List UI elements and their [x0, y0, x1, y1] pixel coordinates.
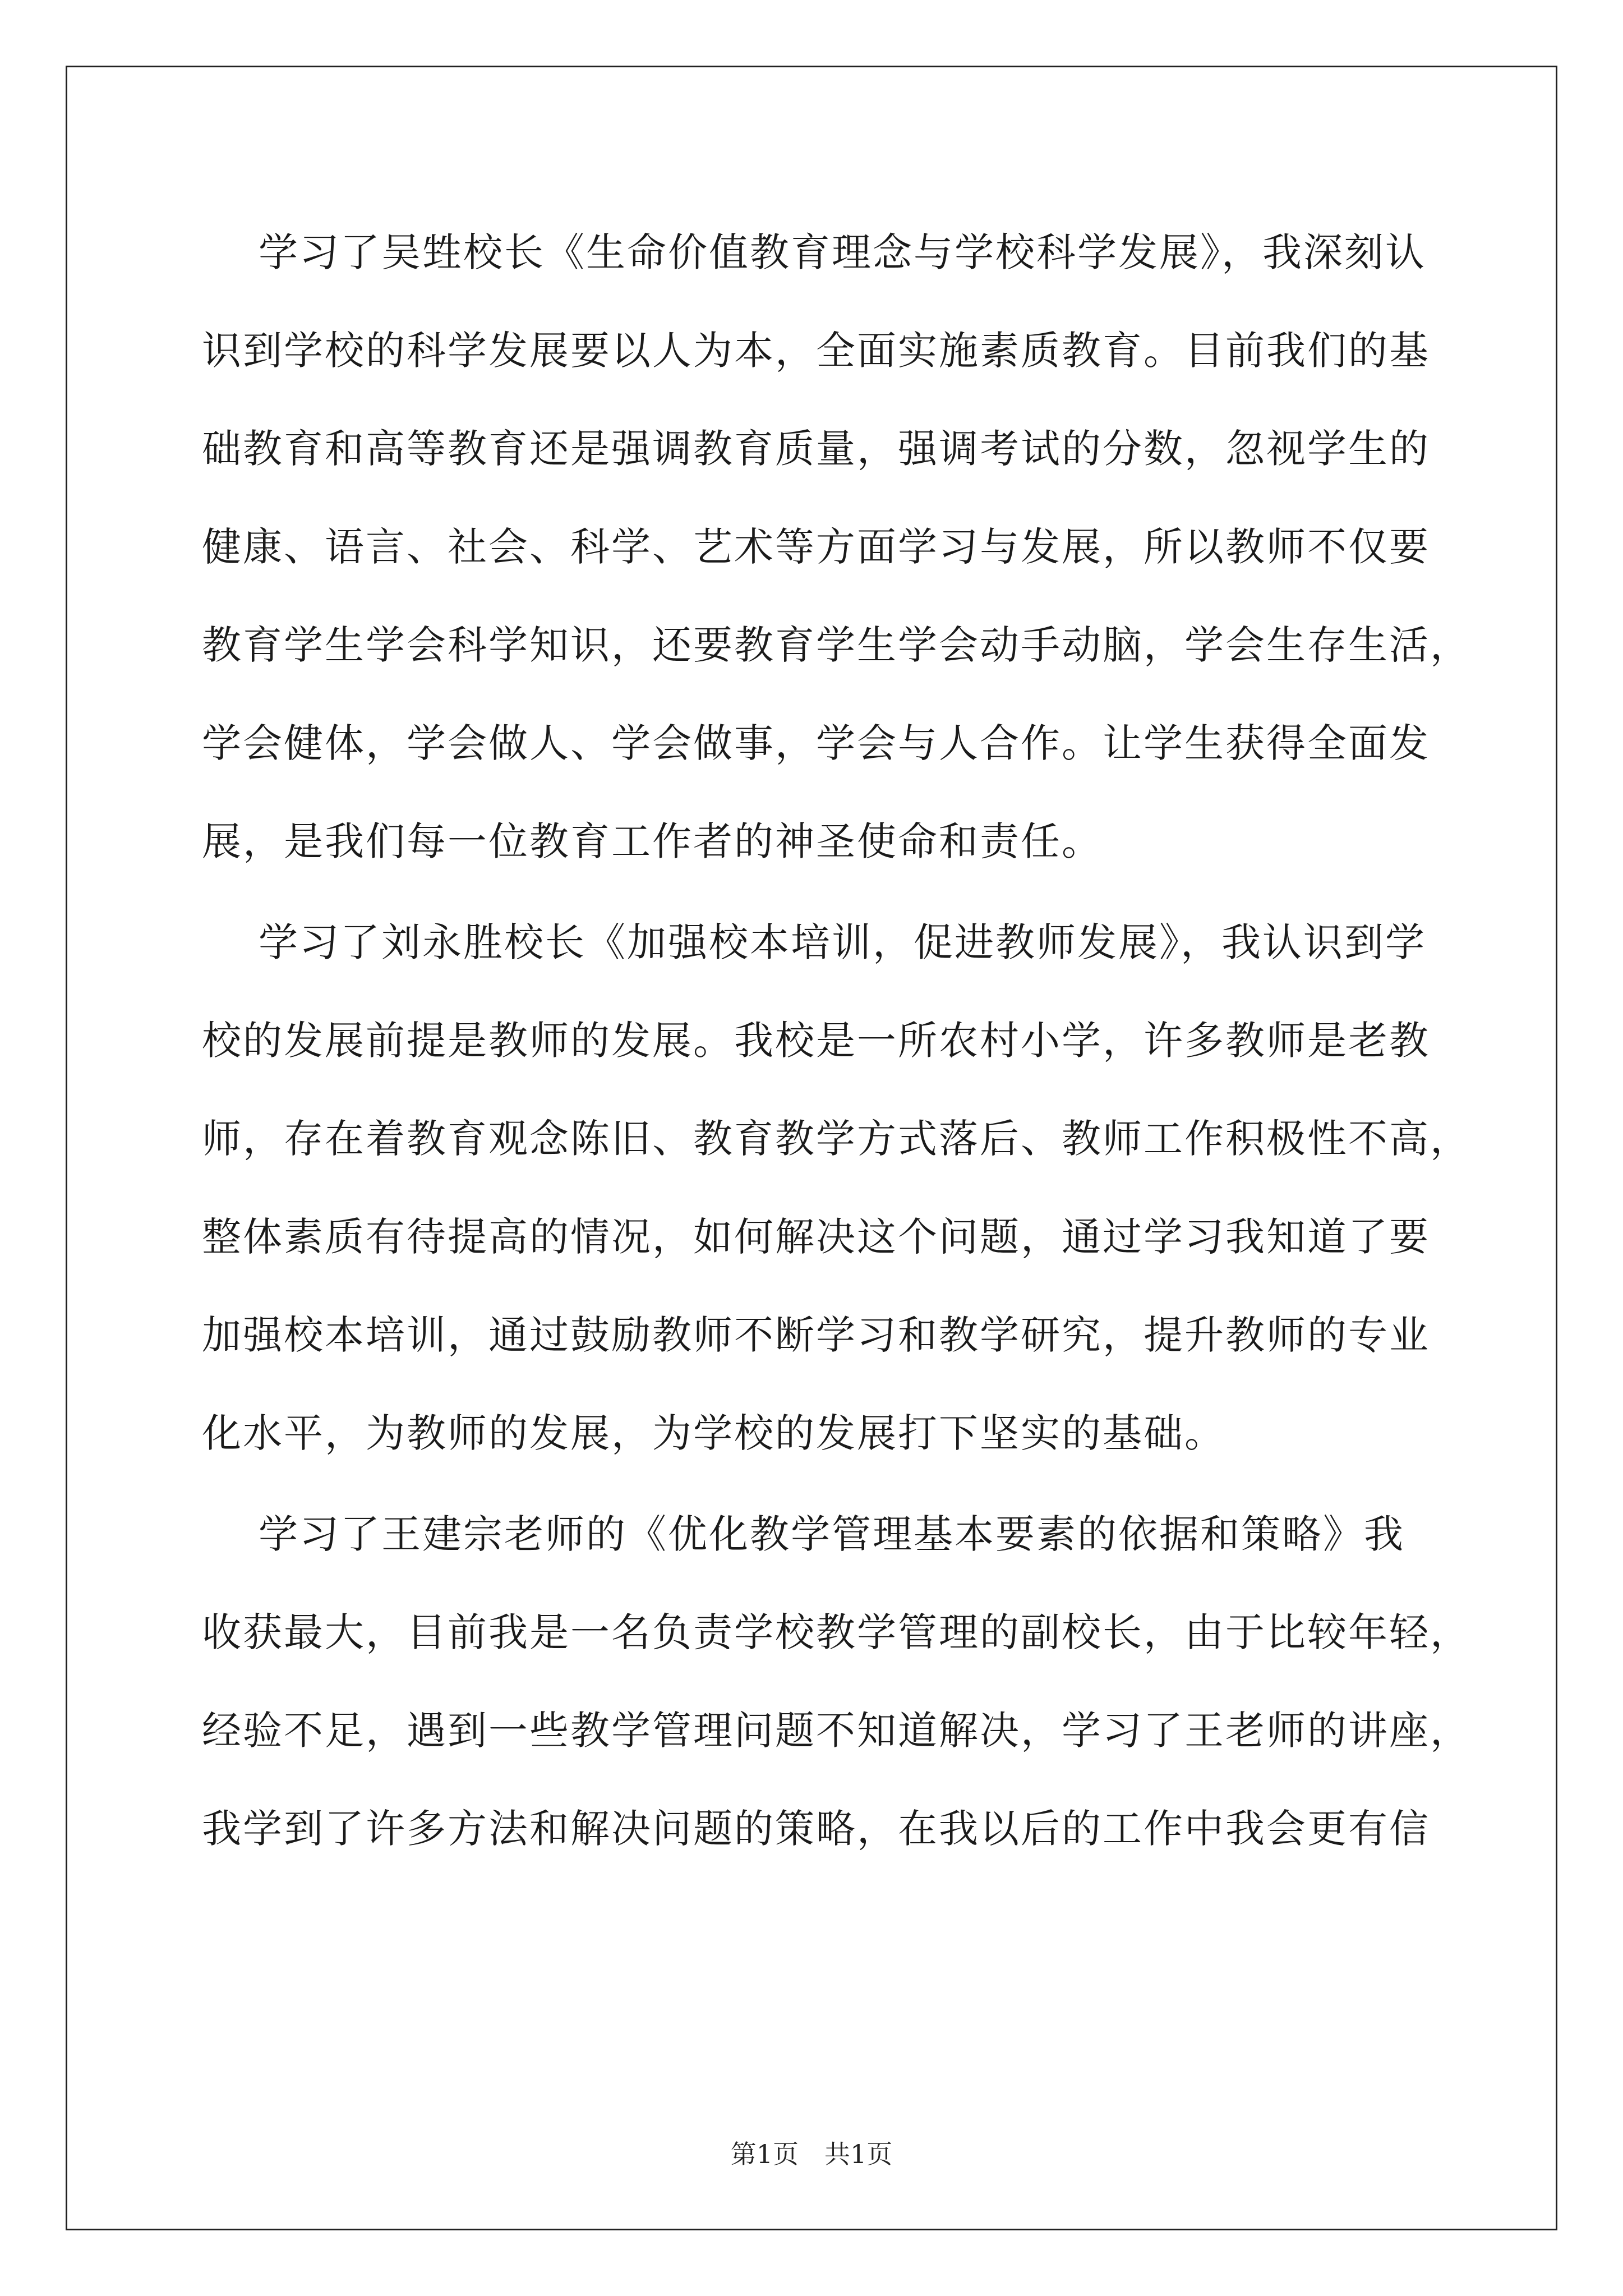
text-line: 我学到了许多方法和解决问题的策略，在我以后的工作中我会更有信	[202, 1806, 1430, 1852]
text-line: 学会健体，学会做人、学会做事，学会与人合作。让学生获得全面发	[202, 720, 1430, 766]
page-number: 第1页 共1页	[730, 2139, 893, 2169]
text-line: 础教育和高等教育还是强调教育质量，强调考试的分数，忽视学生的	[202, 426, 1430, 472]
text-line: 经验不足，遇到一些教学管理问题不知道解决，学习了王老师的讲座，	[202, 1708, 1471, 1754]
text-line: 整体素质有待提高的情况，如何解决这个问题，通过学习我知道了要	[202, 1214, 1430, 1260]
text-line: 学习了刘永胜校长《加强校本培训，促进教师发展》，我认识到学	[202, 919, 1427, 965]
text-line: 化水平，为教师的发展，为学校的发展打下坚实的基础。	[202, 1410, 1225, 1456]
text-line: 学习了吴甡校长《生命价值教育理念与学校科学发展》，我深刻认	[202, 229, 1427, 275]
text-line: 健康、语言、社会、科学、艺术等方面学习与发展，所以教师不仅要	[202, 524, 1430, 570]
text-line: 识到学校的科学发展要以人为本，全面实施素质教育。目前我们的基	[202, 328, 1430, 374]
text-line: 校的发展前提是教师的发展。我校是一所农村小学，许多教师是老教	[202, 1018, 1430, 1064]
text-line: 学习了王建宗老师的《优化教学管理基本要素的依据和策略》我	[202, 1511, 1405, 1557]
text-line: 展，是我们每一位教育工作者的神圣使命和责任。	[202, 818, 1103, 864]
text-line: 教育学生学会科学知识，还要教育学生学会动手动脑，学会生存生活，	[202, 622, 1471, 668]
text-line: 加强校本培训，通过鼓励教师不断学习和教学研究，提升教师的专业	[202, 1312, 1430, 1358]
text-line: 师，存在着教育观念陈旧、教育教学方式落后、教师工作积极性不高，	[202, 1116, 1471, 1162]
text-line: 收获最大，目前我是一名负责学校教学管理的副校长，由于比较年轻，	[202, 1609, 1471, 1655]
